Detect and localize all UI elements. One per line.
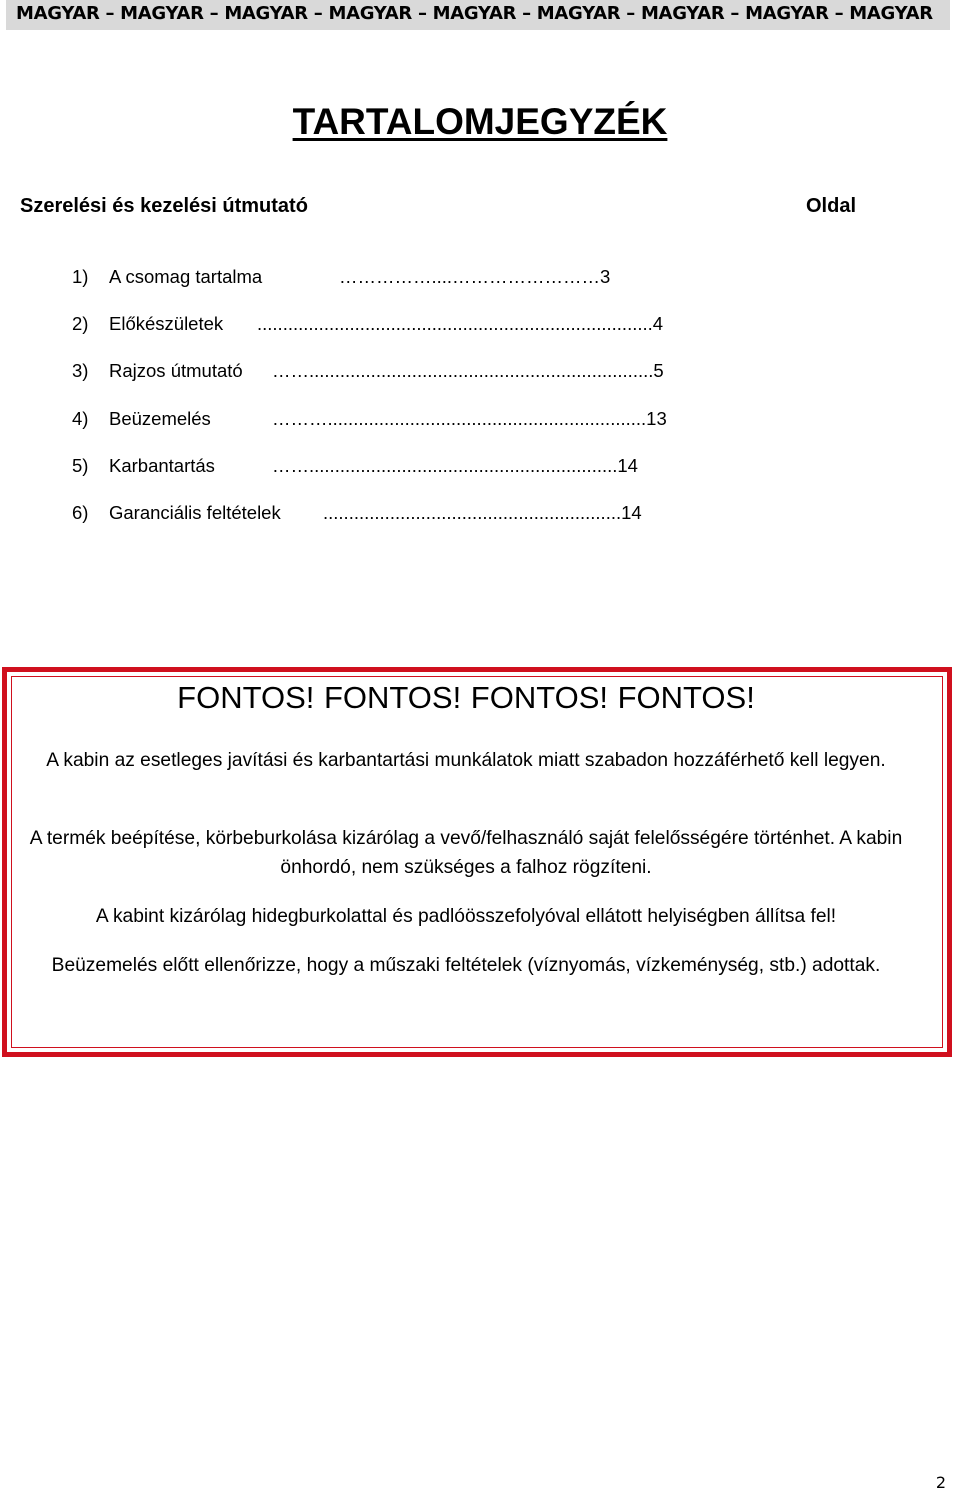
- toc-entry-label: Karbantartás: [109, 454, 215, 476]
- toc-entry-label: Beüzemelés: [109, 407, 211, 429]
- language-banner-text: MAGYAR – MAGYAR – MAGYAR – MAGYAR – MAGYAR – MAGYAR – MAGYAR – MAGYAR – MAGYAR: [16, 3, 933, 24]
- notice-paragraph: A kabin az esetleges javítási és karbantartási munkálatok miatt szabadon hozzáférhető kell legyen.: [46, 750, 886, 771]
- toc-entry-number: 6): [72, 501, 89, 523]
- toc-entry-number: 2): [72, 313, 89, 335]
- toc-entry: [72, 454, 638, 502]
- toc-entry-leader-page: ……............................................................14: [272, 454, 638, 476]
- page-title-text: TARTALOMJEGYZÉK: [292, 101, 668, 142]
- toc-entry-leader-page: ……...................................................................5: [272, 360, 664, 382]
- toc-entry: [72, 501, 642, 549]
- notice-paragraph: A termék beépítése, körbeburkolása kizárólag a vevő/felhasználó saját felelősségére történhet. A kabin önhordó, nem szükséges a falhoz rögzíteni.: [29, 828, 903, 878]
- toc-entry-number: 5): [72, 454, 89, 476]
- toc-entry: [72, 360, 664, 407]
- page-column-heading: Oldal: [805, 195, 856, 217]
- table-of-contents: [72, 266, 667, 549]
- toc-entry-leader-page: .............................................................................4: [257, 313, 664, 335]
- toc-entry: [72, 266, 611, 313]
- toc-entry-number: 4): [72, 407, 89, 429]
- toc-entry-number: 1): [72, 266, 89, 287]
- toc-entry-leader-page: ..........................................................14: [323, 501, 642, 523]
- toc-entry-label: Rajzos útmutató: [109, 360, 243, 382]
- important-notice-title: FONTOS! FONTOS! FONTOS! FONTOS!: [177, 680, 755, 715]
- notice-paragraph: A kabint kizárólag hidegburkolattal és padlóösszefolyóval ellátott helyiségben állítsa fel!: [95, 906, 837, 927]
- toc-entry-number: 3): [72, 360, 89, 382]
- toc-entry-label: Előkészületek: [109, 313, 224, 335]
- toc-entry: [72, 313, 664, 360]
- language-banner: [6, 0, 950, 30]
- toc-entry-label: A csomag tartalma: [109, 266, 263, 287]
- section-heading: Szerelési és kezelési útmutató: [20, 195, 308, 217]
- page-number: 2: [935, 1473, 946, 1492]
- toc-entry-leader-page: ……………....……………………3: [339, 266, 611, 287]
- toc-entry-label: Garanciális feltételek: [109, 501, 281, 523]
- page-title: [0, 100, 960, 144]
- toc-entry: [72, 407, 667, 455]
- toc-entry-leader-page: ………..............................................................13: [272, 407, 667, 429]
- notice-paragraph: Beüzemelés előtt ellenőrizze, hogy a műszaki feltételek (víznyomás, vízkeménység, stb.) adottak.: [51, 955, 881, 976]
